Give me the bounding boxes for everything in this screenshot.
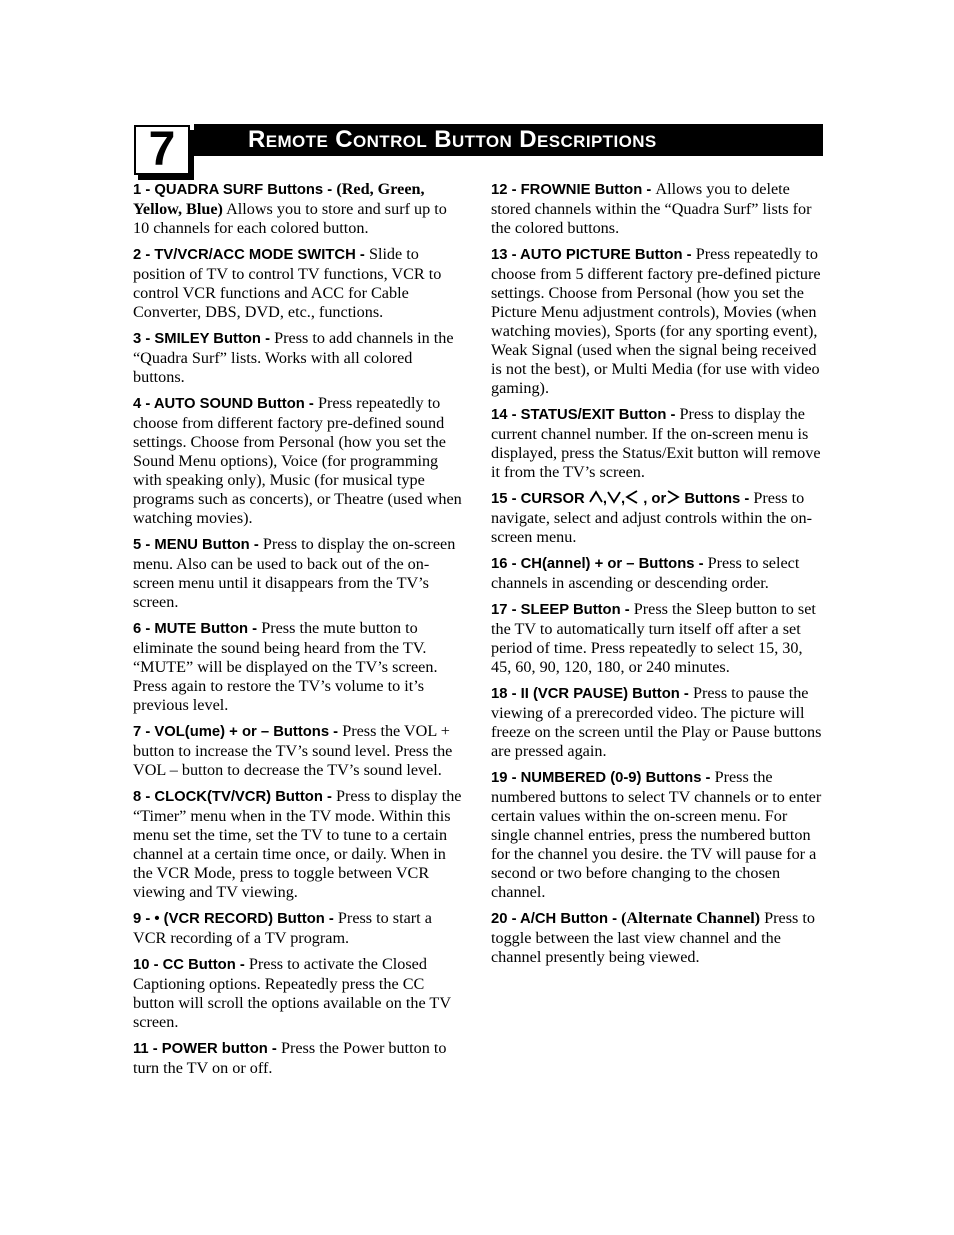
- item-label: 16 - CH(annel) + or – Buttons -: [491, 556, 708, 572]
- description-item: [491, 180, 824, 238]
- cursor-comma: ,: [602, 491, 607, 507]
- item-label: 18 - II (VCR PAUSE) Button -: [491, 686, 693, 702]
- description-item: [133, 245, 466, 322]
- item-label: 11 - POWER button -: [133, 1041, 281, 1057]
- left-column: [133, 180, 466, 1085]
- cursor-or: , or: [639, 491, 667, 507]
- item-label: 13 - AUTO PICTURE Button -: [491, 247, 696, 263]
- item-text: Press the VOL + button to increase the TV’s sound level. Press the VOL – button to decrease the TV’s sound level.: [133, 722, 453, 779]
- item-text: Press to add channels in the “Quadra Surf” lists. Works with all colored buttons.: [133, 329, 454, 386]
- description-item: [491, 768, 824, 902]
- description-item: [133, 535, 466, 612]
- item-text: Press the mute button to eliminate the sound being heard from the TV. “MUTE” will be displayed on the TV’s screen. Press again to restore the TV’s volume to it’s previous level.: [133, 619, 438, 714]
- up-arrow-icon: [589, 490, 603, 504]
- description-item: [133, 180, 466, 238]
- page-title-bar: [194, 124, 823, 156]
- item-label: 9 - • (VCR RECORD) Button -: [133, 911, 338, 927]
- description-item-cursor: [491, 489, 824, 547]
- description-item: [491, 245, 824, 398]
- item-text: Allows you to delete stored channels within the “Quadra Surf” lists for the colored buttons.: [491, 180, 812, 237]
- item-label: 5 - MENU Button -: [133, 537, 263, 553]
- item-label: 12 - FROWNIE Button -: [491, 182, 656, 198]
- description-item: [491, 600, 824, 677]
- item-text: Press to navigate, select and adjust controls within the on-screen menu.: [491, 489, 812, 546]
- item-label: 7 - VOL(ume) + or – Buttons -: [133, 724, 343, 740]
- description-item: [491, 405, 824, 482]
- item-label: 4 - AUTO SOUND Button -: [133, 396, 318, 412]
- item-sublabel: (Red, Green, Yellow, Blue): [133, 180, 425, 218]
- item-text: Press to toggle between the last view channel and the channel presently being viewed.: [491, 909, 815, 966]
- item-text: Press to select channels in ascending or descending order.: [491, 554, 800, 592]
- item-text: Press to activate the Closed Captioning options. Repeatedly press the CC button will scroll the options available on the TV screen.: [133, 955, 451, 1031]
- item-label: 6 - MUTE Button -: [133, 621, 262, 637]
- cursor-label-start: 15 - CURSOR: [491, 491, 589, 507]
- right-arrow-icon: [666, 490, 680, 504]
- description-item: [491, 909, 824, 967]
- item-text: Press to display the on-screen menu. Also can be used to back out of the on-screen menu until it disappears from the TV’s screen.: [133, 535, 456, 611]
- item-label: 17 - SLEEP Button -: [491, 602, 634, 618]
- item-label: 3 - SMILEY Button -: [133, 331, 275, 347]
- item-sublabel: (Alternate Channel): [621, 909, 761, 927]
- item-text: Press to display the “Timer” menu when in the TV mode. Within this menu set the time, set the TV to tune to a certain channel at a certain time once, or daily. When in the VCR Mode, press to toggle between VCR viewing and TV viewing.: [133, 787, 462, 901]
- item-label: 8 - CLOCK(TV/VCR) Button -: [133, 789, 337, 805]
- item-label: 20 - A/CH Button -: [491, 911, 622, 927]
- item-text: Allows you to store and surf up to 10 channels for each colored button.: [133, 200, 447, 237]
- description-item: [133, 1039, 466, 1078]
- description-item: [133, 955, 466, 1032]
- description-item: [133, 394, 466, 528]
- cursor-comma: ,: [620, 491, 626, 507]
- description-item: [133, 722, 466, 780]
- item-label: 10 - CC Button -: [133, 957, 249, 973]
- item-text: Press the Power button to turn the TV on or off.: [133, 1039, 447, 1077]
- item-label: [491, 491, 753, 507]
- cursor-label-end: Buttons -: [680, 491, 754, 507]
- item-label: 19 - NUMBERED (0-9) Buttons -: [491, 770, 715, 786]
- item-text: Press repeatedly to choose from 5 different factory pre-defined picture settings. Choose from Personal (how you set the Picture Menu adjustment controls), Movies (when watching movies), Sports (for any sporting event), Weak Signal (used when the signal being received is not the best), or Multi Media (for use with video gaming).: [491, 245, 821, 397]
- item-label: 2 - TV/VCR/ACC MODE SWITCH -: [133, 247, 369, 263]
- description-item: [133, 619, 466, 715]
- item-text: Press to start a VCR recording of a TV program.: [133, 909, 432, 947]
- description-item: [133, 909, 466, 948]
- down-arrow-icon: [607, 490, 621, 504]
- description-item: [133, 787, 466, 902]
- chapter-number: 7: [134, 125, 190, 175]
- item-text: Press repeatedly to choose from different factory pre-defined sound settings. Choose from Personal (how you set the Sound Menu options), Voice (for programming with speaking only), Music (for musical type programs such as concerts), or Theatre (used when watching movies).: [133, 394, 462, 527]
- left-arrow-icon: [625, 490, 639, 504]
- item-label: 14 - STATUS/EXIT Button -: [491, 407, 680, 423]
- item-text: Press to display the current channel number. If the on-screen menu is displayed, press the Status/Exit button will remove it from the TV’s screen.: [491, 405, 821, 481]
- description-item: [491, 554, 824, 593]
- item-text: Press to pause the viewing of a prerecorded video. The picture will freeze on the screen until the Play or Pause buttons are pressed again.: [491, 684, 822, 760]
- item-label: 1 - QUADRA SURF Buttons -: [133, 182, 337, 198]
- right-column: [491, 180, 824, 974]
- item-text: Press the numbered buttons to select TV channels or to enter certain values within the on-screen menu. For single channel entries, press the numbered button for the channel you desire. the TV will pause for a second or two before changing to the chosen channel.: [491, 768, 822, 901]
- description-item: [491, 684, 824, 761]
- page-title: Remote Control Button Descriptions: [248, 126, 657, 153]
- item-text: Slide to position of TV to control TV functions, VCR to control VCR functions and ACC for Cable Converter, DBS, DVD, etc., functions.: [133, 245, 442, 321]
- description-item: [133, 329, 466, 387]
- item-text: Press the Sleep button to set the TV to automatically turn itself off after a set period of time. Press repeatedly to select 15, 30, 45, 60, 90, 120, 180, or 240 minutes.: [491, 600, 816, 676]
